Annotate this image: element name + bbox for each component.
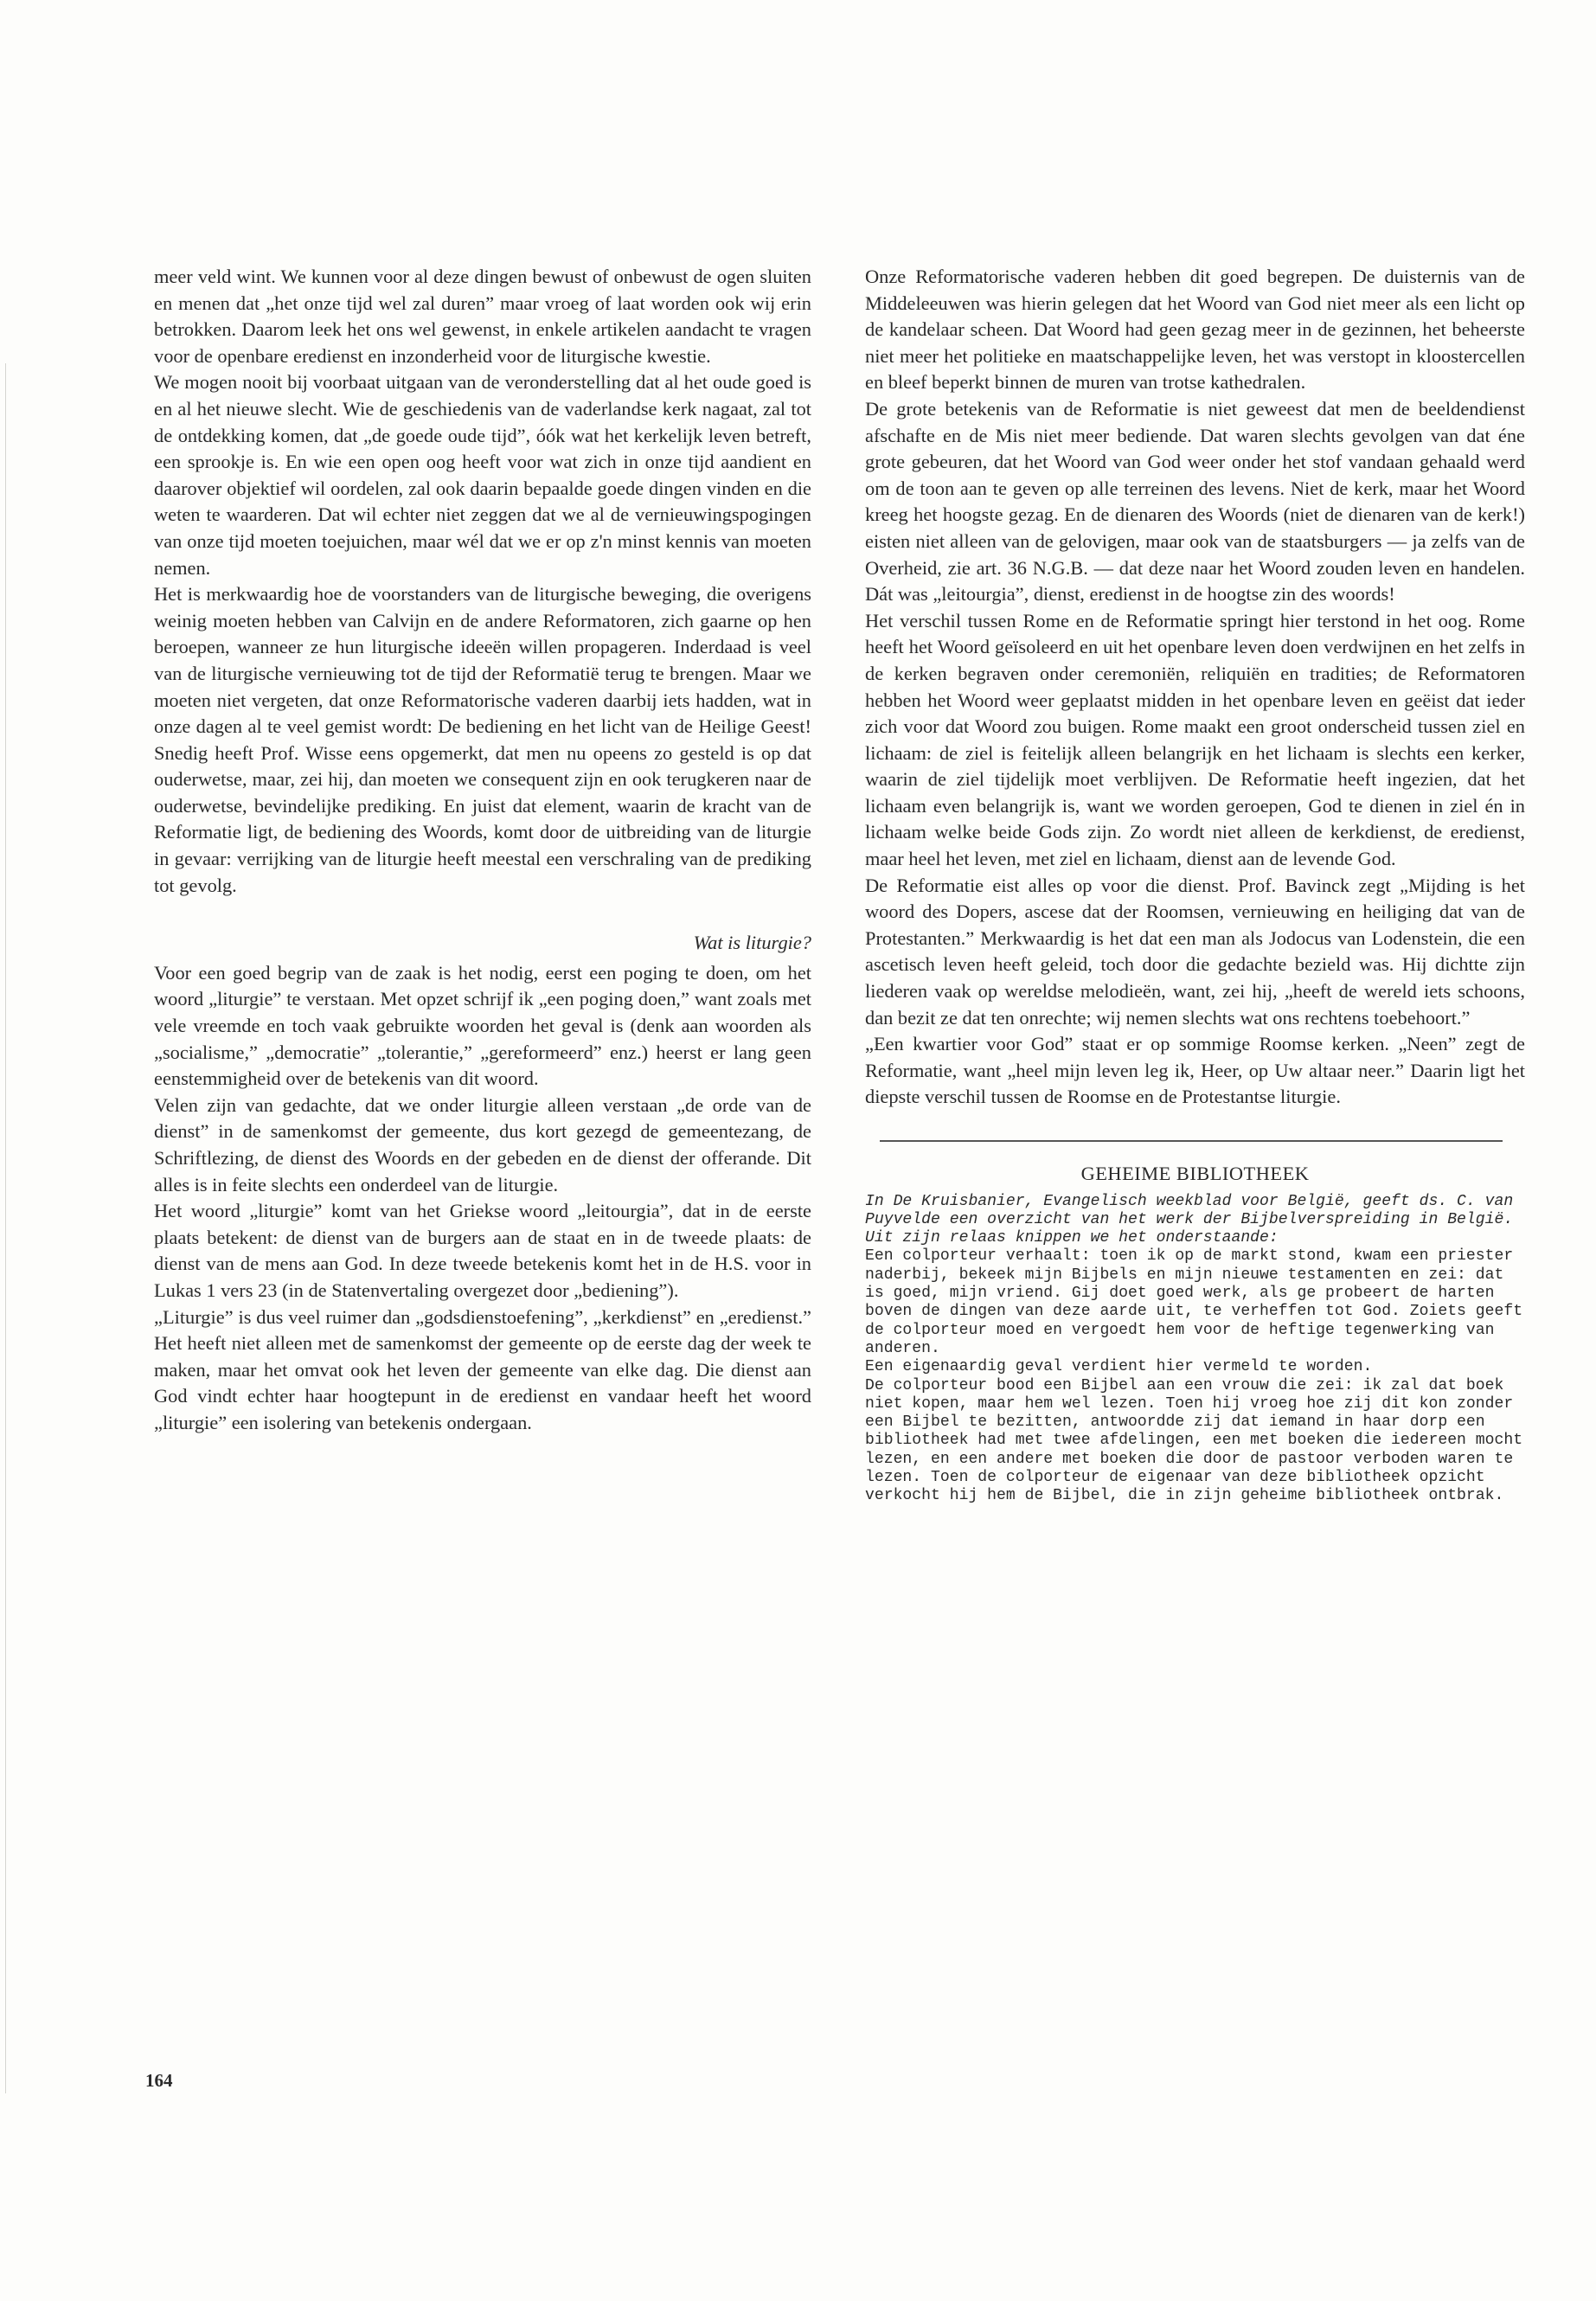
paragraph: „Liturgie” is dus veel ruimer dan „godsdienstoefening”, „kerkdienst” en „eredienst.” Het heeft niet alleen met de samenkomst der gemeente op de eerste dag der week te maken, maar het omvat ook het leven der gemeente van elke dag. Die dienst aan God vindt echter haar hoogtepunt in de eredienst en vandaar heeft het woord „liturgie” een isolering van betekenis ondergaan. (154, 1305, 811, 1433)
paragraph: Het verschil tussen Rome en de Reformatie springt hier terstond in het oog. Rome heeft het Woord geïsoleerd en uit het openbare leven doen verdwijnen en het zelfs in de kerken begraven onder ceremoniën, reliquiën en tradities; de Reformatoren hebben het Woord weer geplaatst midden in het openbare leven en geëist dat ieder zich voor dat Woord zou buigen. Rome maakt een groot onderscheid tussen ziel en lichaam: de ziel is feitelijk alleen belangrijk en het lichaam is slechts een kerker, waarin de ziel tijdelijk moet verblijven. De Reformatie heeft ingezien, dat het lichaam even belangrijk is, want we worden geroepen, God te dienen in ziel én in lichaam welke beide Gods zijn. Zo wordt niet alleen de kerkdienst, de eredienst, maar heel het leven, met ziel en lichaam, dienst aan de levende God. (865, 609, 1525, 870)
page-edge-line (5, 363, 6, 2093)
section-heading: Wat is liturgie? (693, 932, 811, 954)
paragraph: Onze Reformatorische vaderen hebben dit goed begrepen. De duisternis van de Middeleeuwen was hierin gelegen dat het Woord van God niet meer als een licht op de kandelaar scheen. Dat Woord had geen gezag meer in de gezinnen, het beheerste niet meer het politieke en maatschappelijke leven, het was verstopt in kloostercellen en bleef beperkt binnen de muren van trotse kathedralen. (865, 266, 1525, 394)
news-box (865, 1193, 1525, 1506)
paragraph: Het is merkwaardig hoe de voorstanders van de liturgische beweging, die overigens weinig moeten hebben van Calvijn en de andere Reformatoren, zich gaarne op hen beroepen, wanneer ze hun liturgische ideeën willen propageren. Inderdaad is veel van de liturgische vernieuwing tot de tijd der Reformatië terug te brengen. Maar we moeten niet vergeten, dat onze Reformatorische vaderen daarbij iets hadden, wat in onze dagen al te veel gemist wordt: De bediening en het licht van de Heilige Geest! Snedig heeft Prof. Wisse eens opgemerkt, dat men nu opeens zo gesteld is op dat ouderwetse, maar, zei hij, dan moeten we consequent zijn en ook terugkeren naar de ouderwetse, bevindelijke prediking. En juist dat element, waarin de kracht van de Reformatie ligt, de bediening des Woords, komt door de uitbreiding van de liturgie in gevaar: verrijking van de liturgie heeft meestal een verschraling van de prediking tot gevolg. (154, 583, 811, 896)
paragraph: We mogen nooit bij voorbaat uitgaan van de veronderstelling dat al het oude goed is en al het nieuwe slecht. Wie de geschiedenis van de vaderlandse kerk nagaat, zal tot de ontdekking komen, dat „de goede oude tijd”, óók wat het kerkelijk leven betreft, een sprookje is. En wie een open oog heeft voor wat zich in onze tijd aandient en daarover objektief wil oordelen, zal ook daarin bepaalde goede dingen vinden en die weten te waarderen. Dat wil echter niet zeggen dat we al de vernieuwingspogingen van onze tijd moeten toejuichen, maar wél dat we er op z'n minst kennis van moeten nemen. (154, 371, 811, 579)
box-intro: In De Kruisbanier, Evangelisch weekblad voor België, geeft ds. C. van Puyvelde een overzicht van het werk der Bijbelverspreiding in België. Uit zijn relaas knippen we het onderstaande: (865, 1192, 1514, 1247)
paragraph: De grote betekenis van de Reformatie is niet geweest dat men de beeldendienst afschafte en de Mis niet meer bediende. Dat waren slechts gevolgen van dat éne grote gebeuren, dat het Woord van God weer onder het stof vandaan gehaald werd om de toon aan te geven op alle terreinen des levens. Niet de kerk, maar het Woord kreeg het hoogste gezag. En de dienaren des Woords (niet de dienaren van de kerk!) eisten niet alleen van de gelovigen, maar ook van de staatsburgers — ja zelfs van de Overheid, zie art. 36 N.G.B. — dat deze naar het Woord zouden leven en handelen. Dát was „leitourgia”, dienst, eredienst in de hoogtse zin des woords! (865, 397, 1525, 606)
paragraph: meer veld wint. We kunnen voor al deze dingen bewust of onbewust de ogen sluiten en menen dat „het onze tijd wel zal duren” maar vroeg of laat worden ook wij erin betrokken. Daarom leek het ons wel gewenst, in enkele artikelen aandacht te vragen voor de openbare eredienst en inzonderheid voor de liturgische kwestie. (154, 266, 811, 367)
page-number: 164 (145, 2070, 173, 2091)
left-column (154, 264, 811, 1437)
paragraph: Velen zijn van gedachte, dat we onder liturgie alleen verstaan „de orde van de dienst” in de samenkomst der gemeente, dus kort gezegd de gemeentezang, de Schriftlezing, de dienst des Woords en der gebeden en de dienst der offerande. Dit alles is in feite slechts een onderdeel van de liturgie. (154, 1093, 811, 1195)
box-paragraph: Een colporteur verhaalt: toen ik op de markt stond, kwam een priester naderbij, bekeek mijn Bijbels en mijn nieuwe testamenten en zei: dat is goed, mijn vriend. Gij doet goed werk, als ge probeert de harten boven de dingen van deze aarde uit, te verheffen tot God. Zoiets geeft de colporteur moed en vergoedt hem voor de heftige tegenwerking van anderen. (865, 1247, 1523, 1357)
paragraph: Het woord „liturgie” komt van het Griekse woord „leitourgia”, dat in de eerste plaats betekent: de dienst van de burgers aan de staat en in de tweede plaats: de dienst van de mens aan God. In deze tweede betekenis komt het in de H.S. voor in Lukas 1 vers 23 (in de Statenvertaling overgezet door „bediening”). (154, 1200, 811, 1301)
box-paragraph: Een eigenaardig geval verdient hier vermeld te worden. (865, 1358, 1373, 1376)
section-divider (880, 1140, 1503, 1142)
box-title: GEHEIME BIBLIOTHEEK (1080, 1163, 1310, 1184)
right-column (865, 264, 1525, 1506)
paragraph: De Reformatie eist alles op voor die dienst. Prof. Bavinck zegt „Mijding is het woord des Dopers, ascese dat der Roomsen, vernieuwing en heiliging dat van de Protestanten.” Merkwaardig is het dat een man als Jodocus van Lodenstein, die een ascetisch leven heeft geleid, toch door die gedachte bezield was. Hij dichtte zijn liederen vaak op wereldse melodieën, want, zei hij, „heeft de wereld iets schoons, dan bezit ze dat ten onrechte; wij nemen slechts wat ons rechtens toebehoort.” (865, 874, 1525, 1029)
paragraph: „Een kwartier voor God” staat er op sommige Roomse kerken. „Neen” zegt de Reformatie, want „heel mijn leven leg ik, Heer, op Uw altaar neer.” Daarin ligt het diepste verschil tussen de Roomse en de Protestantse liturgie. (865, 1033, 1525, 1108)
box-paragraph: De colporteur bood een Bijbel aan een vrouw die zei: ik zal dat boek niet kopen, maar hem wel lezen. Toen hij vroeg hoe zij dit kon zonder een Bijbel te bezitten, antwoordde zij dat iemand in haar dorp een bibliotheek had met twee afdelingen, een met boeken die iedereen mocht lezen, en een andere met boeken die door de pastoor verboden waren te lezen. Toen de colporteur de eigenaar van deze bibliotheek opzicht verkocht hij hem de Bijbel, die in zijn geheime bibliotheek ontbrak. (865, 1376, 1523, 1505)
paragraph: Voor een goed begrip van de zaak is het nodig, eerst een poging te doen, om het woord „liturgie” te verstaan. Met opzet schrijf ik „een poging doen,” want zoals met vele vreemde en toch vaak gebruikte woorden het geval is (denk aan woorden als „socialisme,” „democratie” „tolerantie,” „gereformeerd” enz.) heerst er lang geen eenstemmigheid over de betekenis van dit woord. (154, 961, 811, 1090)
